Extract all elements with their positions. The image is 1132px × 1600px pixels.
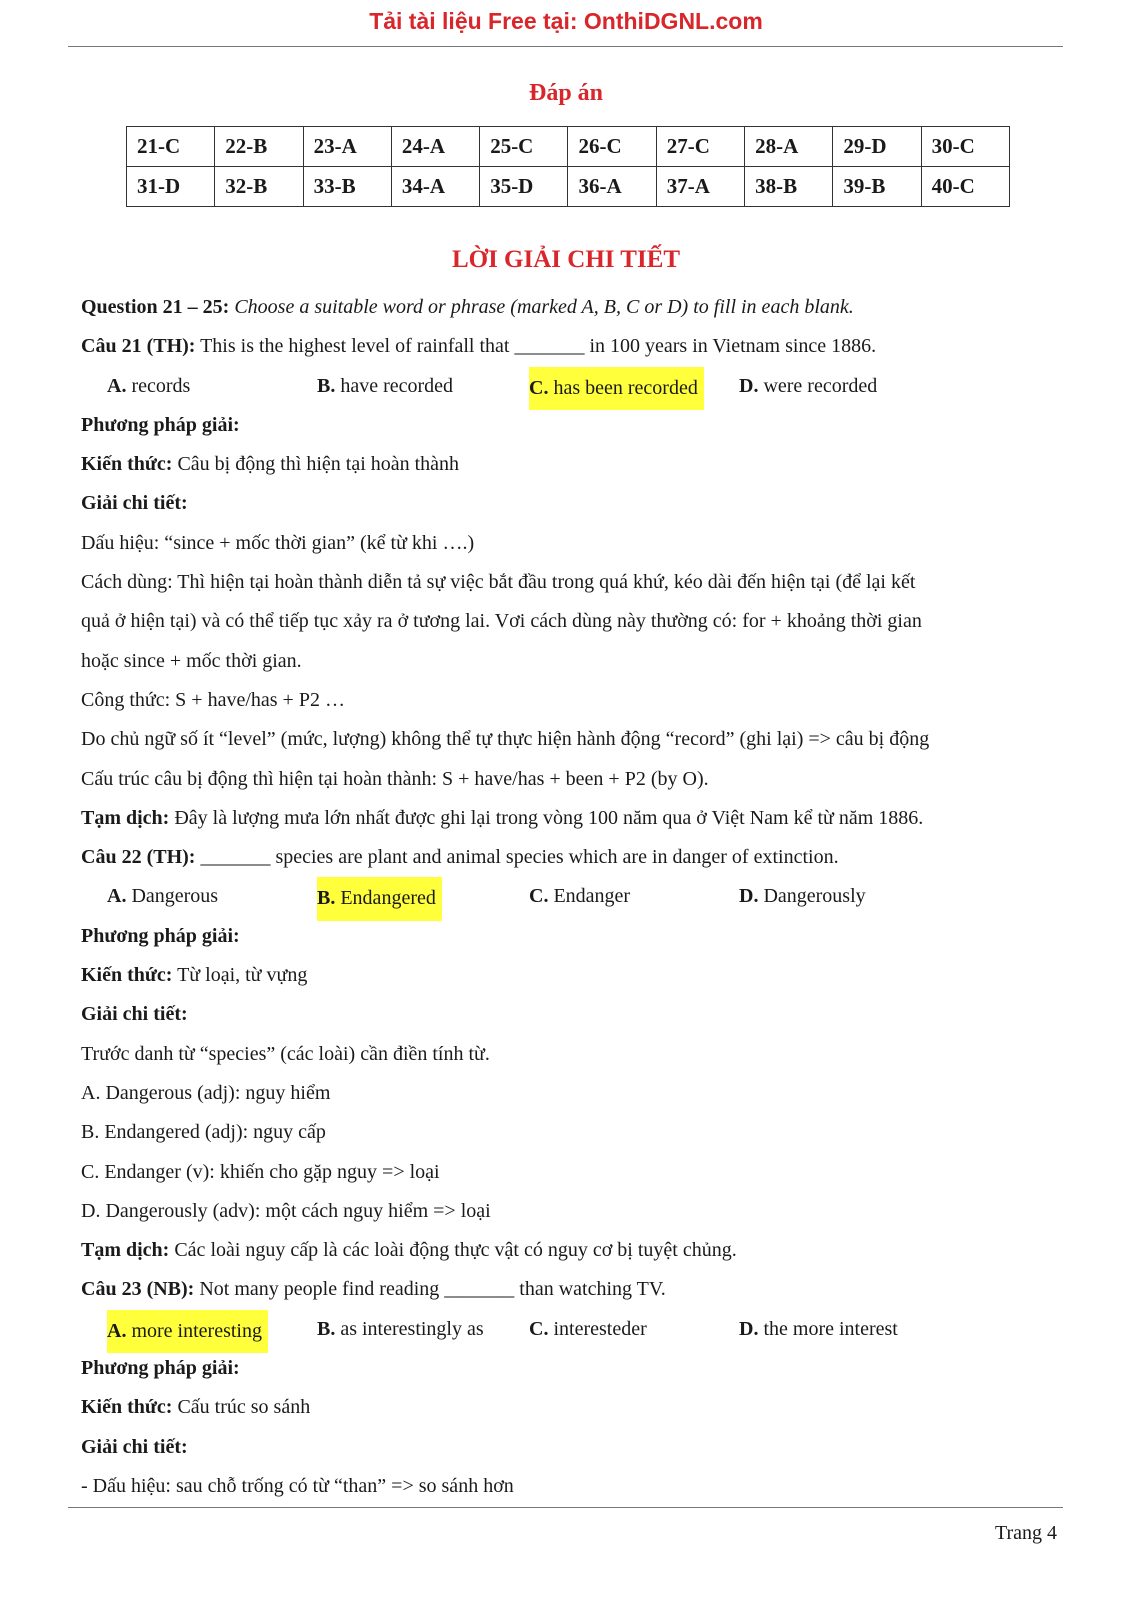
option-a: A. records (107, 374, 191, 397)
option-d: D. were recorded (739, 374, 878, 397)
question-label: Câu 21 (TH): (81, 335, 196, 358)
detail-heading: Giải chi tiết: (81, 1003, 188, 1026)
answer-cell: 22-B (215, 127, 303, 167)
option-b-correct: B. Endangered (317, 877, 442, 920)
explanation-line: Công thức: S + have/has + P2 … (81, 688, 345, 711)
intro-label: Question 21 – 25: (81, 296, 230, 318)
explanation-line: Cấu trúc câu bị động thì hiện tại hoàn thành: S + have/has + been + P2 (by O). (81, 767, 709, 790)
answer-row (127, 127, 1010, 167)
explanation-line: B. Endangered (adj): nguy cấp (81, 1121, 326, 1144)
options-23 (81, 1310, 1061, 1349)
answer-cell: 30-C (921, 127, 1009, 167)
explanation-line: Dấu hiệu: “since + mốc thời gian” (kể từ khi ….) (81, 531, 475, 554)
knowledge-line: Kiến thức: Câu bị động thì hiện tại hoàn thành (81, 453, 460, 476)
question-21 (81, 327, 1061, 366)
option-c: C. interesteder (529, 1317, 647, 1340)
question-text: _______ species are plant and animal species which are in danger of extinction. (195, 846, 839, 869)
explanation-line: hoặc since + mốc thời gian. (81, 649, 302, 672)
option-a: A. Dangerous (107, 885, 219, 908)
answer-cell: 33-B (303, 167, 391, 207)
intro-text: Choose a suitable word or phrase (marked A, B, C or D) to fill in each blank. (229, 296, 854, 318)
site-header-link[interactable]: Tải tài liệu Free tại: OnthiDGNL.com (369, 8, 763, 34)
question-text: This is the highest level of rainfall that _______ in 100 years in Vietnam since 1886. (195, 335, 877, 358)
question-text: Not many people find reading _______ than watching TV. (194, 1278, 666, 1301)
answer-cell: 34-A (391, 167, 479, 207)
explanation-line: Trước danh từ “species” (các loài) cần điền tính từ. (81, 1042, 490, 1065)
translation-line: Tạm dịch: Đây là lượng mưa lớn nhất được ghi lại trong vòng 100 năm qua ở Việt Nam kể từ năm 1886. (81, 806, 924, 829)
option-b: B. as interestingly as (317, 1317, 484, 1340)
question-23 (81, 1270, 1061, 1309)
explanation-line: Do chủ ngữ số ít “level” (mức, lượng) không thể tự thực hiện hành động “record” (ghi lại) => câu bị động (81, 728, 930, 751)
answer-cell: 24-A (391, 127, 479, 167)
answer-cell: 36-A (568, 167, 656, 207)
answer-cell: 40-C (921, 167, 1009, 207)
option-d: D. the more interest (739, 1317, 898, 1340)
translation-line: Tạm dịch: Các loài nguy cấp là các loài động thực vật có nguy cơ bị tuyệt chủng. (81, 1239, 737, 1262)
explanation-line: C. Endanger (v): khiến cho gặp nguy => loại (81, 1160, 440, 1183)
answer-cell: 31-D (127, 167, 215, 207)
options-22 (81, 877, 1061, 916)
header-divider (68, 46, 1063, 47)
option-c-correct: C. has been recorded (529, 367, 704, 410)
explanation-line: - Dấu hiệu: sau chỗ trống có từ “than” => so sánh hơn (81, 1474, 514, 1497)
question-label: Câu 22 (TH): (81, 846, 196, 869)
answer-cell: 21-C (127, 127, 215, 167)
answer-cell: 38-B (745, 167, 833, 207)
answer-cell: 27-C (656, 127, 744, 167)
knowledge-line: Kiến thức: Từ loại, từ vựng (81, 964, 308, 987)
answer-cell: 37-A (656, 167, 744, 207)
method-heading: Phương pháp giải: (81, 924, 240, 947)
answer-cell: 29-D (833, 127, 921, 167)
section-intro (81, 288, 1061, 327)
question-label: Câu 23 (NB): (81, 1278, 195, 1301)
answer-cell: 39-B (833, 167, 921, 207)
option-a-correct: A. more interesting (107, 1310, 268, 1353)
option-d: D. Dangerously (739, 885, 866, 908)
answer-key-title: Đáp án (528, 80, 604, 106)
explanation-line: A. Dangerous (adj): nguy hiểm (81, 1081, 331, 1104)
answer-key-table (126, 126, 1010, 207)
footer-divider (68, 1507, 1063, 1508)
option-c: C. Endanger (529, 885, 631, 908)
answer-row (127, 167, 1010, 207)
answer-cell: 28-A (745, 127, 833, 167)
detail-heading: Giải chi tiết: (81, 492, 188, 515)
answer-cell: 23-A (303, 127, 391, 167)
solutions-title: LỜI GIẢI CHI TIẾT (451, 246, 681, 273)
options-21 (81, 367, 1061, 406)
detail-heading: Giải chi tiết: (81, 1435, 188, 1458)
explanation-line: quả ở hiện tại) và có thể tiếp tục xảy ra ở tương lai. Vơi cách dùng này thường có: for + khoảng thời gian (81, 610, 922, 633)
question-22 (81, 838, 1061, 877)
answer-cell: 35-D (480, 167, 568, 207)
page-number: Trang 4 (994, 1522, 1057, 1544)
explanation-line: D. Dangerously (adv): một cách nguy hiểm => loại (81, 1199, 491, 1222)
option-b: B. have recorded (317, 374, 454, 397)
knowledge-line: Kiến thức: Cấu trúc so sánh (81, 1396, 311, 1419)
answer-cell: 26-C (568, 127, 656, 167)
answer-cell: 32-B (215, 167, 303, 207)
explanation-line: Cách dùng: Thì hiện tại hoàn thành diễn tả sự việc bắt đầu trong quá khứ, kéo dài đến hiện tại (để lại kết (81, 571, 916, 594)
method-heading: Phương pháp giải: (81, 1357, 240, 1380)
solutions-body (81, 288, 1061, 1506)
answer-cell: 25-C (480, 127, 568, 167)
method-heading: Phương pháp giải: (81, 413, 240, 436)
